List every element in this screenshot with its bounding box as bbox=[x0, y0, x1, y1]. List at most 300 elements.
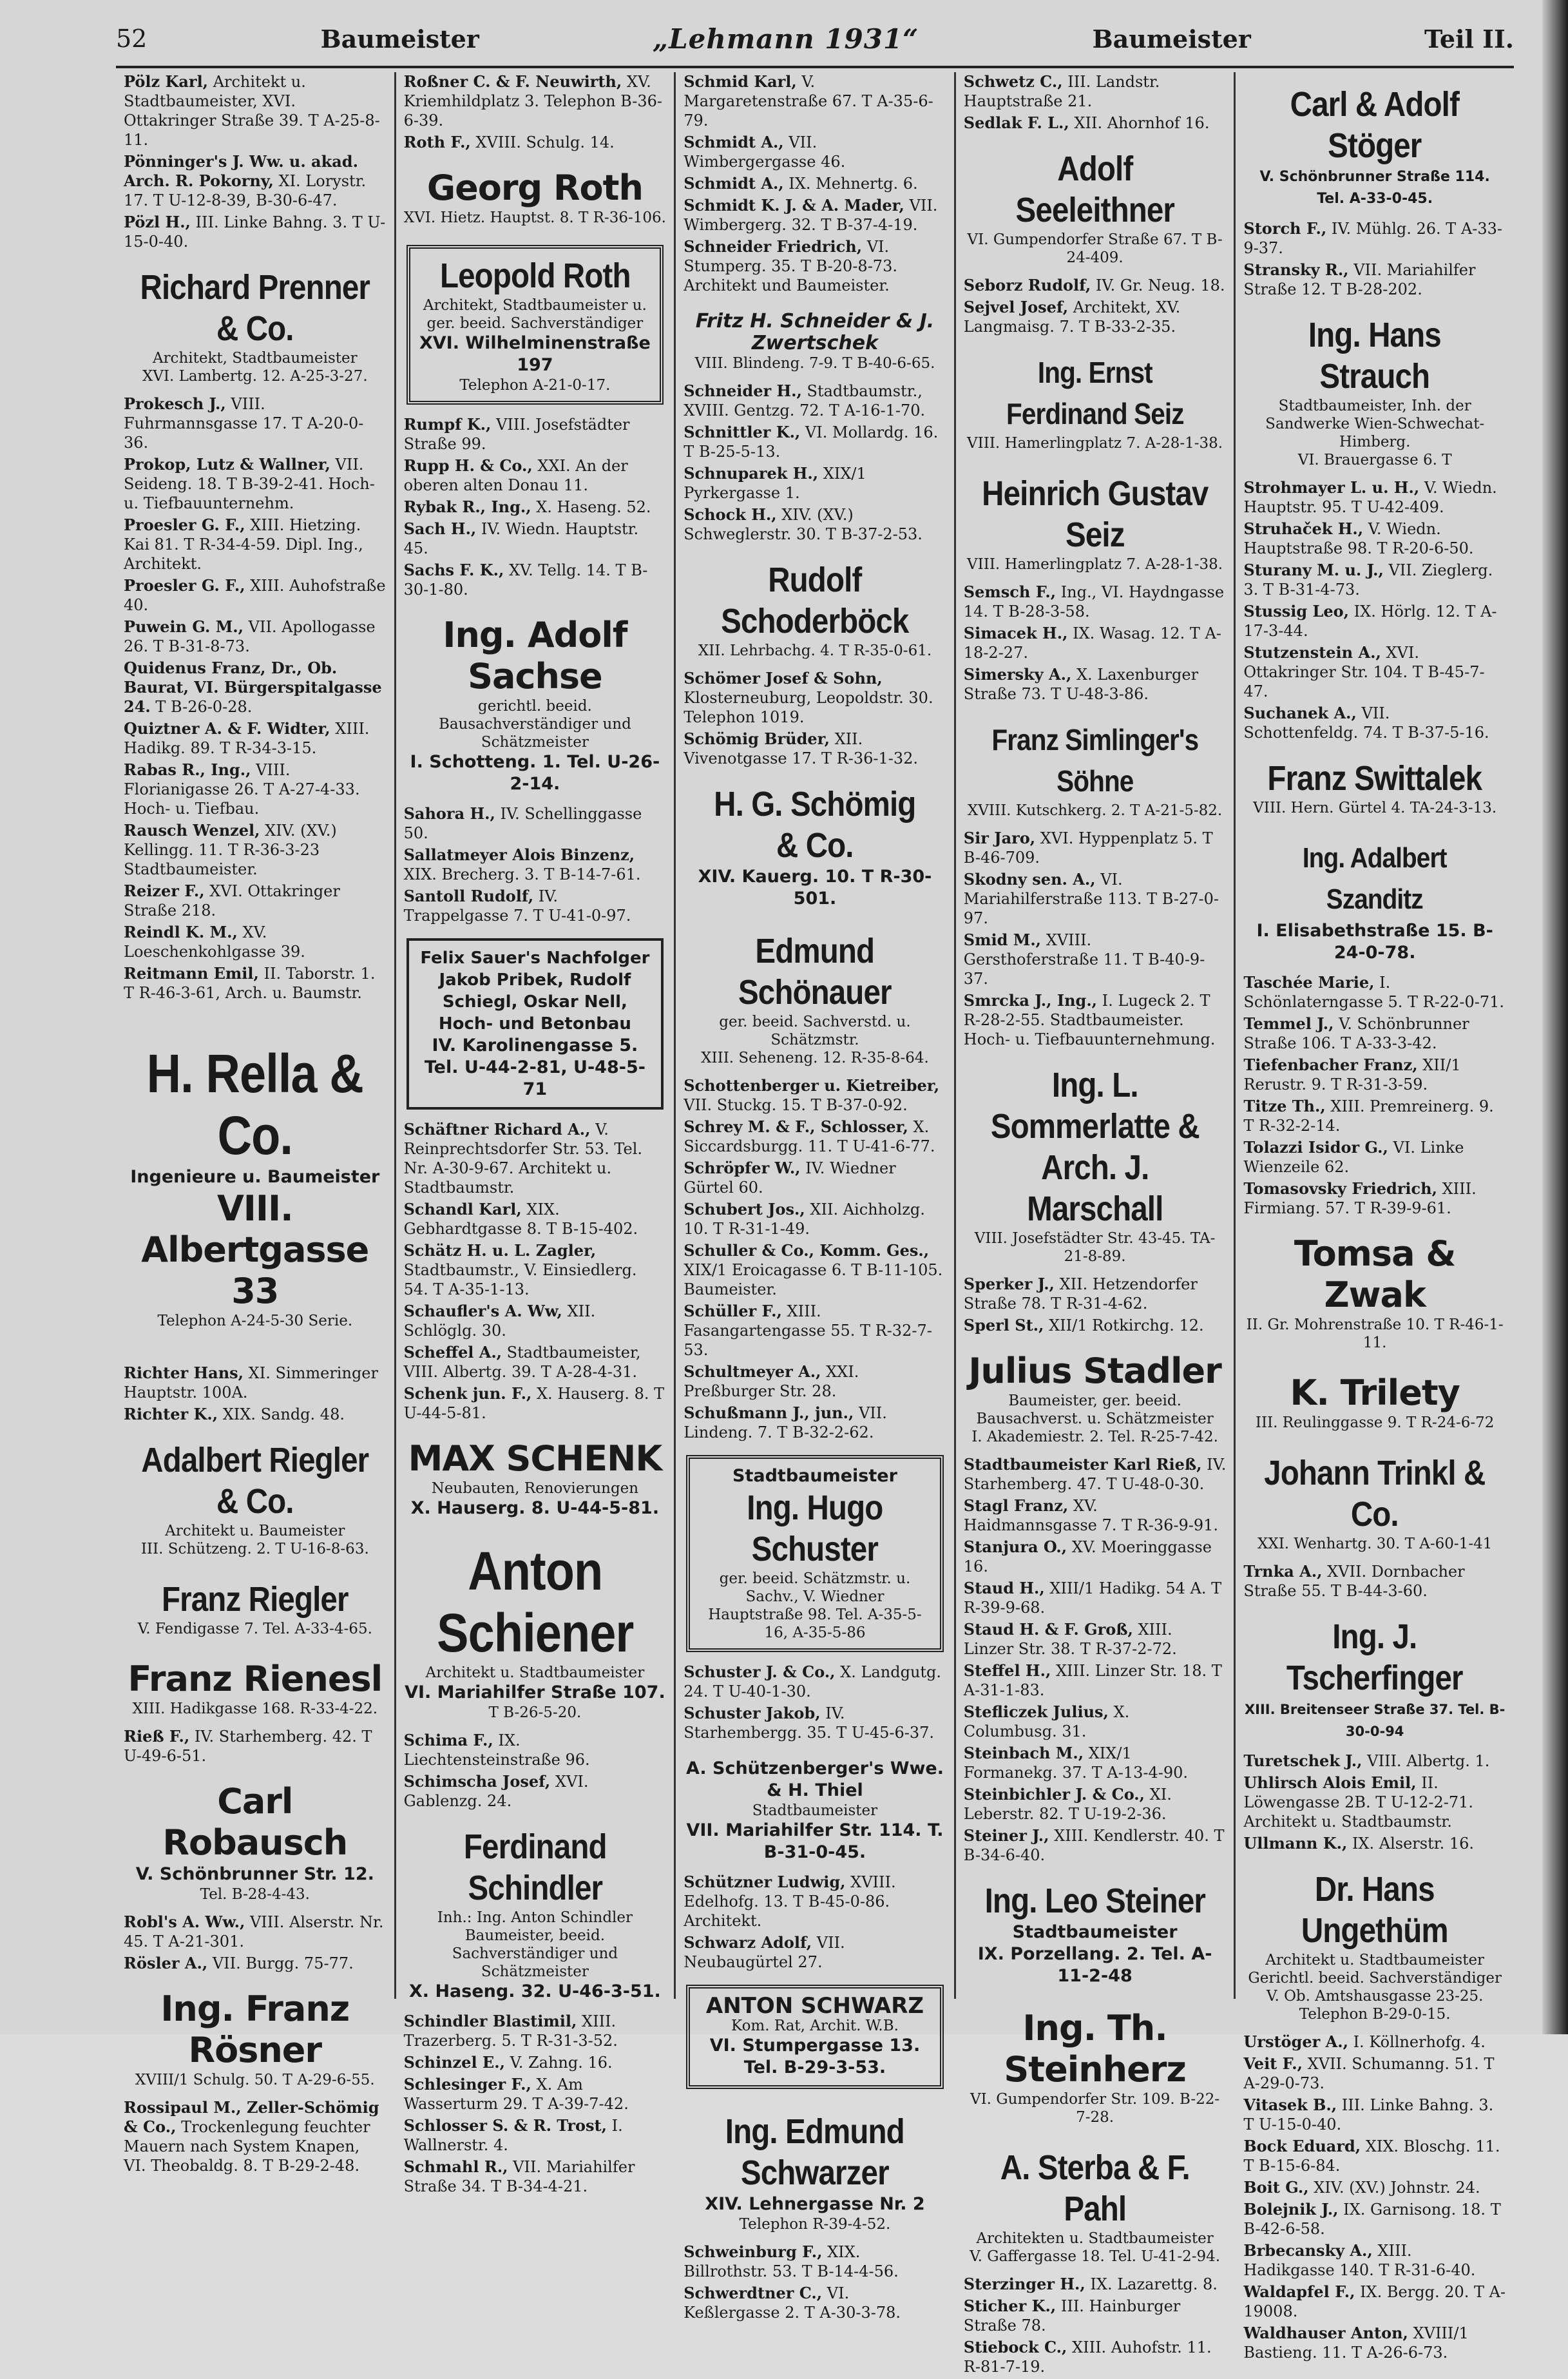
listing-details: XIX/1 Formanekg. 37. T A-13-4-90. bbox=[963, 1744, 1189, 1782]
listing-details: XIII. Firmiang. 57. T R-39-9-61. bbox=[1243, 1180, 1477, 1217]
listing-name: Schömig Brüder, bbox=[684, 729, 830, 748]
listing-entry bbox=[1243, 1834, 1506, 1853]
listing-details: X. Am Wasserturm 29. T A-39-7-42. bbox=[403, 2076, 629, 2113]
listing-group bbox=[404, 804, 667, 928]
ad-schoenauer bbox=[684, 930, 946, 1067]
listing-details: X. Hauserg. 8. T U-44-5-81. bbox=[403, 1385, 665, 1422]
listing-entry bbox=[684, 72, 946, 130]
ad-addr: VIII. Hern. Gürtel 4. TA-24-3-13. bbox=[1253, 800, 1497, 816]
listing-details: III. Linke Bahng. 3. T U-15-0-40. bbox=[124, 213, 386, 251]
ad-title: Franz Simlinger's Söhne bbox=[991, 723, 1198, 798]
ad-roesner bbox=[124, 1989, 387, 2089]
listing-details: XV. Moeringgasse 16. bbox=[963, 1538, 1212, 1575]
listing-details: IX. Hörlg. 12. T A-17-3-44. bbox=[1243, 602, 1497, 640]
listing-name: Schuster Jakob, bbox=[684, 1704, 821, 1722]
listing-entry bbox=[684, 505, 946, 544]
ad-title: A. Sterba & F. Pahl bbox=[1000, 2148, 1190, 2228]
listing-entry bbox=[964, 2275, 1227, 2294]
listing-entry bbox=[1243, 602, 1506, 640]
listing-name: Sach H., bbox=[403, 519, 477, 538]
ad-addr: XXI. Wenhartg. 30. T A-60-1-41 bbox=[1257, 1536, 1493, 1552]
listing-entry bbox=[124, 455, 387, 513]
ad-franz-riegler bbox=[124, 1579, 387, 1638]
listing-details: VI. Mollardg. 16. T B-25-5-13. bbox=[684, 423, 939, 461]
listing-entry bbox=[1243, 1179, 1506, 1218]
ad-sub: Architekt, Stadtbaumeister u. ger. beeid. Sachverständiger bbox=[423, 297, 647, 332]
listing-name: Brbecansky A., bbox=[1243, 2241, 1373, 2260]
ad-title: Carl Robausch bbox=[162, 1781, 348, 1863]
ad-addr: I. Akademiestr. 2. Tel. R-25-7-42. bbox=[971, 1429, 1218, 1445]
listing-name: Puwein G. M., bbox=[124, 617, 244, 636]
ad-addr: X. Hauserg. 8. U-44-5-81. bbox=[410, 1498, 660, 1518]
listing-details: Stadtbaumeister, VIII. Albertg. 39. T A-28-4-31. bbox=[403, 1344, 641, 1381]
ad-tel: T B-26-5-20. bbox=[488, 1704, 582, 1721]
listing-entry bbox=[964, 2297, 1227, 2335]
listing-details: XV. Kriemhildplatz 3. Telephon B-36-6-39. bbox=[403, 73, 663, 130]
listing-entry bbox=[1243, 1055, 1506, 1094]
listing-name: Scheffel A., bbox=[403, 1343, 502, 1362]
listing-details: XVI. Ottakringer Str. 104. T B-45-7-47. bbox=[1243, 644, 1485, 700]
ad-tel: Telephon R-39-4-52. bbox=[739, 2216, 891, 2233]
listing-entry bbox=[1243, 1562, 1506, 1601]
listing-details: VII. Seideng. 18. T B-39-2-41. Hoch- u. Tiefbauunternehm. bbox=[124, 456, 375, 512]
listing-details: V. Margaretenstraße 67. T A-35-6-79. bbox=[684, 73, 933, 130]
listing-details: X. Laxenburger Straße 73. T U-48-3-86. bbox=[963, 666, 1199, 703]
listing-group bbox=[964, 72, 1227, 135]
listing-details: XI. Simmeringer Hauptstr. 100A. bbox=[124, 1364, 378, 1401]
listing-name: Schmid Karl, bbox=[684, 72, 797, 91]
ad-addr: VIII. Blindeng. 7-9. T B-40-6-65. bbox=[694, 355, 935, 372]
listing-details: XII/1 Rotkirchg. 12. bbox=[1049, 1316, 1204, 1334]
listing-entry bbox=[684, 1302, 946, 1360]
ad-addr: IV. Karolinengasse 5. bbox=[432, 1035, 638, 1055]
listing-group bbox=[404, 1120, 667, 1425]
ad-addr: VIII. Hamerlingplatz 7. A-28-1-38. bbox=[967, 435, 1223, 452]
column-2 bbox=[396, 72, 676, 2195]
listing-details: XV. Haidmannsgasse 7. T R-36-9-91. bbox=[963, 1497, 1219, 1534]
listing-entry bbox=[964, 583, 1227, 621]
listing-name: Tolazzi Isidor G., bbox=[1243, 1138, 1388, 1157]
listing-name: Quiztner A. & F. Widter, bbox=[124, 719, 330, 738]
listing-group bbox=[964, 829, 1227, 1052]
listing-name: Schuller & Co., Komm. Ges., bbox=[684, 1241, 930, 1260]
listing-entry bbox=[1243, 2178, 1506, 2197]
ad-title: Felix Sauer's Nachfolger Jakob Pribek, Rudolf Schiegl, Oskar Nell, Hoch- und Betonbau bbox=[420, 949, 650, 1034]
listing-group bbox=[124, 72, 387, 254]
ad-hugo-schuster bbox=[686, 1455, 944, 1652]
listing-details: III. Landstr. Hauptstraße 21. bbox=[963, 73, 1160, 110]
listing-name: Sejvel Josef, bbox=[963, 298, 1069, 316]
ad-seeleithner bbox=[964, 148, 1227, 267]
ad-sauer bbox=[406, 938, 664, 1110]
ad-addr: V. Schönbrunner Str. 12. bbox=[135, 1864, 374, 1884]
ad-title: Ing. J. Tscherfinger bbox=[1286, 1617, 1464, 1697]
ad-addr: V. Ob. Amtshausgasse 23-25. bbox=[1266, 1988, 1484, 2005]
listing-details: XIX. Gebhardtgasse 8. T B-15-402. bbox=[403, 1200, 638, 1238]
listing-name: Proesler G. F., bbox=[124, 576, 245, 595]
listing-name: Prokop, Lutz & Wallner, bbox=[124, 455, 330, 474]
listing-entry bbox=[964, 870, 1227, 928]
listing-name: Schimscha Josef, bbox=[403, 1772, 551, 1791]
listing-details: Architekt, XV. Langmaisg. 7. T B-33-2-35. bbox=[963, 298, 1181, 336]
ad-sub: Stadtbaumeister bbox=[752, 1802, 878, 1819]
listing-name: Staud H., bbox=[963, 1579, 1045, 1597]
listing-name: Schweinburg F., bbox=[684, 2242, 823, 2261]
listing-group bbox=[964, 2275, 1227, 2379]
listing-name: Prokesch J., bbox=[124, 394, 226, 413]
listing-details: XVIII/1 Bastieng. 11. T A-26-6-73. bbox=[1243, 2324, 1469, 2362]
ad-addr: VI. Gumpendorfer Str. 109. B-22-7-28. bbox=[970, 2091, 1220, 2126]
listing-details: XIII. Hietzing. Kai 81. T R-34-4-59. Dipl. Ing., Architekt. bbox=[124, 516, 363, 573]
ad-title: MAX SCHENK bbox=[408, 1438, 662, 1479]
ad-schoemig bbox=[684, 784, 946, 910]
ad-tomsa bbox=[1243, 1233, 1506, 1352]
listing-name: Schnittler K., bbox=[684, 423, 801, 441]
listing-group bbox=[684, 1076, 946, 1445]
ad-title: Ing. Th. Steinherz bbox=[1004, 2008, 1186, 2090]
listing-name: Schmahl R., bbox=[403, 2157, 508, 2176]
ad-title: Tomsa & Zwak bbox=[1294, 1233, 1456, 1315]
ad-title: H. Rella & Co. bbox=[146, 1043, 363, 1166]
listing-name: Schmidt A., bbox=[684, 133, 784, 151]
listing-details: X. Columbusg. 31. bbox=[963, 1703, 1130, 1740]
ad-schneider-fritz bbox=[684, 311, 946, 372]
listing-entry bbox=[964, 1826, 1227, 1865]
ad-addr: VII. Mariahilfer Str. 114. T. B-31-0-45. bbox=[686, 1820, 944, 1862]
header-left-title: Baumeister bbox=[320, 24, 479, 53]
ad-title: Anton Schiener bbox=[436, 1541, 633, 1663]
listing-name: Reitmann Emil, bbox=[124, 964, 259, 983]
listing-name: Sedlak F. L., bbox=[963, 113, 1069, 132]
listing-details: XIX. Billrothstr. 53. T B-14-4-56. bbox=[684, 2243, 899, 2280]
listing-name: Schwarz Adolf, bbox=[684, 1933, 812, 1952]
header-center-title: „Lehmann 1931“ bbox=[652, 23, 919, 55]
ad-addr: XIV. Kauerg. 10. T R-30-501. bbox=[698, 867, 932, 909]
listing-entry bbox=[404, 1343, 667, 1382]
listing-details: Architekt u. Stadtbaumeister, XVI. Ottakringer Straße 39. T A-25-8-11. bbox=[124, 73, 380, 149]
listing-entry bbox=[1243, 2282, 1506, 2321]
listing-details: T B-26-0-28. bbox=[155, 698, 253, 716]
listing-entry bbox=[404, 456, 667, 495]
header-right-title: Baumeister bbox=[1092, 24, 1251, 53]
listing-entry bbox=[1243, 973, 1506, 1012]
listing-entry bbox=[404, 415, 667, 454]
ad-szanditz bbox=[1243, 838, 1506, 964]
listing-name: Schinzel E., bbox=[403, 2053, 505, 2072]
listing-entry bbox=[124, 515, 387, 573]
listing-details: VI. Mariahilferstraße 113. T B-27-0-97. bbox=[963, 871, 1219, 927]
listing-entry bbox=[1243, 704, 1506, 742]
listing-entry bbox=[124, 1405, 387, 1424]
listing-details: I. Köllnerhofg. 4. bbox=[1353, 2033, 1486, 2051]
ad-addr: XVI. Lambertg. 12. A-25-3-27. bbox=[142, 368, 368, 385]
listing-name: Taschée Marie, bbox=[1243, 973, 1375, 992]
ad-title: Ing. Leo Steiner bbox=[984, 1882, 1205, 1920]
listing-name: Rupp H. & Co., bbox=[403, 456, 533, 475]
ad-title: Ing. Adalbert Szanditz bbox=[1303, 842, 1448, 915]
listing-name: Stadtbaumeister Karl Rieß, bbox=[963, 1455, 1202, 1474]
listing-name: Urstöger A., bbox=[1243, 2032, 1348, 2051]
ad-addr: ger. beeid. Schätzmstr. u. Sachv., V. Wiedner Hauptstraße 98. Tel. A-35-5-16, A-35-5-86 bbox=[708, 1570, 922, 1641]
listing-details: XXI. An der oberen alten Donau 11. bbox=[403, 457, 628, 494]
listing-details: VII. Mariahilfer Straße 12. T B-28-202. bbox=[1243, 261, 1476, 298]
listing-entry bbox=[124, 1912, 387, 1951]
listing-group bbox=[124, 1912, 387, 1976]
header-rule bbox=[116, 66, 1514, 68]
ad-anton-schwarz bbox=[686, 1985, 944, 2089]
listing-name: Schlesinger F., bbox=[403, 2075, 531, 2094]
ad-sub: Kom. Rat, Archit. W.B. bbox=[731, 2018, 899, 2034]
listing-entry bbox=[404, 1731, 667, 1769]
listing-entry bbox=[1243, 2324, 1506, 2362]
ad-title: Carl & Adolf Stöger bbox=[1290, 85, 1460, 165]
ad-sub: Architekt, Stadtbaumeister bbox=[152, 350, 358, 367]
listing-name: Simacek H., bbox=[963, 624, 1068, 642]
ad-addr: IX. Porzellang. 2. Tel. A-11-2-48 bbox=[977, 1944, 1212, 1986]
listing-details: XIII. Linzer Str. 38. T R-37-2-72. bbox=[963, 1621, 1177, 1658]
ad-schuetzenberger bbox=[684, 1758, 946, 1864]
listing-name: Smid M., bbox=[963, 930, 1042, 949]
listing-details: VII. Neubaugürtel 27. bbox=[684, 1934, 845, 1971]
ad-sub: Stadtbaumeister, Inh. der Sandwerke Wien-Schwechat-Himberg. bbox=[1265, 398, 1485, 450]
listing-entry bbox=[124, 881, 387, 920]
listing-group bbox=[1243, 1751, 1506, 1856]
ad-title: Ferdinand Schindler bbox=[463, 1827, 607, 1907]
listing-entry bbox=[124, 152, 387, 210]
listing-name: Bolejnik J., bbox=[1243, 2200, 1339, 2219]
ad-title: Julius Stadler bbox=[968, 1351, 1221, 1391]
listing-name: Boit G., bbox=[1243, 2178, 1309, 2197]
listing-name: Semsch F., bbox=[963, 583, 1056, 601]
listing-name: Schandl Karl, bbox=[403, 1200, 522, 1218]
listing-entry bbox=[124, 1363, 387, 1402]
ad-title: Ing. Franz Rösner bbox=[160, 1989, 350, 2070]
listing-name: Schima F., bbox=[403, 1731, 493, 1749]
listing-entry bbox=[1243, 1138, 1506, 1177]
listing-name: Sperl St., bbox=[963, 1316, 1044, 1334]
listing-name: Sperker J., bbox=[963, 1275, 1055, 1293]
listing-group bbox=[124, 394, 387, 1005]
listing-entry bbox=[124, 394, 387, 452]
ad-title: Franz Rienesl bbox=[128, 1659, 383, 1699]
listing-group bbox=[964, 583, 1227, 706]
listing-name: Sir Jaro, bbox=[963, 829, 1036, 847]
listing-name: Schäftner Richard A., bbox=[403, 1120, 591, 1139]
listing-details: IX. Mehnertg. 6. bbox=[789, 175, 918, 193]
listing-entry bbox=[404, 1772, 667, 1811]
listing-details: XI. Leberstr. 82. T U-19-2-36. bbox=[963, 1786, 1172, 1823]
listing-entry bbox=[684, 2284, 946, 2322]
listing-details: Klosterneuburg, Leopoldstr. 30. Telephon 1019. bbox=[684, 689, 933, 726]
column-1 bbox=[116, 72, 396, 2175]
ad-title: Richard Prenner & Co. bbox=[140, 268, 370, 348]
listing-details: IV. Trappelgasse 7. T U-41-0-97. bbox=[403, 887, 631, 925]
listing-entry bbox=[404, 2116, 667, 2155]
listing-group bbox=[124, 1363, 387, 1427]
listing-entry bbox=[404, 1120, 667, 1197]
ad-title: K. Trilety bbox=[1290, 1372, 1460, 1413]
listing-group bbox=[124, 2098, 387, 2178]
ad-strauch bbox=[1243, 314, 1506, 469]
listing-entry bbox=[964, 930, 1227, 988]
listing-name: Pönninger's J. Ww. u. akad. Arch. R. Pokorny, bbox=[124, 152, 358, 190]
listing-details: Stadtbaumstr., XVIII. Gentzg. 72. T A-16-1-70. bbox=[684, 382, 926, 419]
listing-entry bbox=[1243, 478, 1506, 517]
listing-details: VIII. Fuhrmannsgasse 17. T A-20-0-36. bbox=[124, 395, 364, 452]
listing-entry bbox=[404, 1302, 667, 1340]
listing-name: Rossipaul M., Zeller-Schömig & Co., bbox=[124, 2098, 379, 2136]
listing-details: X. Landgutg. 24. T U-40-1-30. bbox=[684, 1663, 942, 1700]
ad-title: Ing. Hugo Schuster bbox=[747, 1488, 883, 1568]
listing-details: VII. Wimbergergasse 46. bbox=[684, 133, 846, 171]
ad-sachse bbox=[404, 615, 667, 795]
listing-details: IV. Mühlg. 26. T A-33-9-37. bbox=[1243, 220, 1503, 257]
listing-details: XIII. Trazerberg. 5. T R-31-3-52. bbox=[403, 2012, 618, 2050]
listing-entry bbox=[404, 845, 667, 884]
column-5 bbox=[1236, 72, 1514, 2362]
listing-entry bbox=[684, 2242, 946, 2281]
columns bbox=[116, 72, 1514, 2376]
listing-details: VIII. Josefstädter Straße 99. bbox=[403, 416, 630, 453]
listing-entry bbox=[1243, 2137, 1506, 2175]
listing-details: XXI. Preßburger Str. 28. bbox=[684, 1363, 859, 1400]
listing-name: Stransky R., bbox=[1243, 260, 1349, 279]
listing-entry bbox=[684, 1873, 946, 1931]
listing-details: XIX. Bloschg. 11. T B-15-6-84. bbox=[1243, 2137, 1500, 2175]
listing-details: XVII. Dornbacher Straße 55. T B-44-3-60. bbox=[1243, 1563, 1465, 1600]
ad-title: Georg Roth bbox=[426, 168, 643, 208]
ad-sub: gerichtl. beeid. Bausachverständiger und Schätzmeister bbox=[438, 698, 631, 751]
listing-entry bbox=[124, 760, 387, 818]
listing-name: Pölz Karl, bbox=[124, 72, 209, 91]
listing-entry bbox=[964, 1455, 1227, 1494]
column-4 bbox=[956, 72, 1236, 2376]
listing-details: XII. Aichholzg. 10. T R-31-1-49. bbox=[684, 1200, 925, 1238]
listing-entry bbox=[1243, 1014, 1506, 1053]
ad-title: A. Schützenberger's Wwe. & H. Thiel bbox=[685, 1758, 944, 1800]
listing-entry bbox=[684, 464, 946, 503]
listing-details: X. Siccardsburgg. 11. T U-41-6-77. bbox=[684, 1118, 935, 1155]
listing-details: XIII. Hadikgasse 140. T R-31-6-40. bbox=[1243, 2242, 1476, 2279]
listing-entry bbox=[1243, 2054, 1506, 2093]
listing-name: Schneider H., bbox=[684, 381, 802, 400]
listing-name: Roth F., bbox=[403, 133, 471, 151]
listing-group bbox=[684, 1873, 946, 1974]
listing-name: Schätz H. u. L. Zagler, bbox=[403, 1241, 597, 1260]
listing-details: III. Linke Bahng. 3. T U-15-0-40. bbox=[1243, 2096, 1494, 2133]
listing-name: Rybak R., Ing., bbox=[403, 497, 531, 516]
listing-details: IV. Starhembergg. 35. T U-45-6-37. bbox=[684, 1704, 935, 1742]
listing-name: Waldapfel F., bbox=[1243, 2282, 1355, 2301]
listing-entry bbox=[684, 1241, 946, 1299]
listing-details: IX. Liechtensteinstraße 96. bbox=[403, 1731, 590, 1769]
ad-title: Edmund Schönauer bbox=[738, 932, 892, 1012]
ad-addr: XVIII. Kutschkerg. 2. T A-21-5-82. bbox=[967, 802, 1223, 819]
listing-group bbox=[1243, 1562, 1506, 1603]
listing-entry bbox=[684, 1662, 946, 1701]
ad-title: Rudolf Schoderböck bbox=[721, 561, 909, 640]
page-number: 52 bbox=[116, 24, 148, 53]
listing-details: XII. Ahornhof 16. bbox=[1074, 114, 1210, 132]
ad-addr: XIII. Hadikgasse 168. R-33-4-22. bbox=[132, 1700, 378, 1717]
listing-details: IV. Wiedner Gürtel 60. bbox=[684, 1159, 896, 1197]
ad-sub: Architekt u. Stadtbaumeister bbox=[425, 1664, 645, 1681]
listing-name: Uhlirsch Alois Emil, bbox=[1243, 1773, 1417, 1792]
ad-tel: Telephon A-21-0-17. bbox=[459, 377, 611, 394]
listing-details: II. Taborstr. 1. T R-46-3-61, Arch. u. Baumstr. bbox=[124, 965, 376, 1002]
listing-entry bbox=[1243, 260, 1506, 299]
listing-entry bbox=[1243, 1751, 1506, 1771]
listing-group bbox=[964, 276, 1227, 339]
ad-addr: VI. Brauergasse 6. T bbox=[1297, 452, 1452, 468]
ad-georg-roth bbox=[404, 168, 667, 227]
listing-entry bbox=[404, 2075, 667, 2114]
listing-name: Steinbach M., bbox=[963, 1744, 1084, 1762]
listing-entry bbox=[684, 381, 946, 420]
listing-details: VII. Lindeng. 7. T B-32-2-62. bbox=[684, 1404, 887, 1441]
listing-entry bbox=[124, 576, 387, 615]
listing-entry bbox=[964, 1537, 1227, 1576]
listing-details: III. Hainburger Straße 78. bbox=[963, 2297, 1181, 2335]
ad-tel: Tel. B-28-4-43. bbox=[200, 1886, 310, 1903]
listing-group bbox=[684, 2242, 946, 2325]
page-header bbox=[116, 19, 1514, 58]
listing-name: Simersky A., bbox=[963, 665, 1072, 684]
ad-schiener bbox=[404, 1540, 667, 1722]
listing-entry bbox=[964, 665, 1227, 704]
listing-name: Bock Eduard, bbox=[1243, 2137, 1361, 2155]
listing-details: XIII. Auhofstr. 11. R-81-7-19. bbox=[963, 2338, 1212, 2376]
ad-title: Dr. Hans Ungethüm bbox=[1301, 1870, 1449, 1950]
ad-addr: V. Schönbrunner Straße 114. Tel. A-33-0-45. bbox=[1259, 169, 1490, 207]
listing-name: Schröpfer W., bbox=[684, 1159, 801, 1177]
listing-name: Rumpf K., bbox=[403, 415, 492, 434]
listing-details: VII. Stuckg. 15. T B-37-0-92. bbox=[684, 1096, 908, 1114]
ad-addr: XVI. Hietz. Hauptst. 8. T R-36-106. bbox=[403, 209, 666, 226]
listing-entry bbox=[684, 1403, 946, 1442]
listing-details: XIII. Hadikg. 89. T R-34-3-15. bbox=[124, 720, 370, 757]
listing-details: VIII. Albertg. 1. bbox=[1367, 1752, 1490, 1770]
ad-title: ANTON SCHWARZ bbox=[705, 1993, 924, 2019]
listing-entry bbox=[684, 133, 946, 171]
listing-name: Strohmayer L. u. H., bbox=[1243, 478, 1420, 497]
listing-entry bbox=[684, 174, 946, 193]
listing-entry bbox=[964, 1316, 1227, 1335]
listing-details: XVIII. Gersthoferstraße 11. T B-40-9-37. bbox=[963, 931, 1205, 988]
listing-group bbox=[964, 1275, 1227, 1338]
ad-addr: VI. Stumpergasse 13. Tel. B-29-3-53. bbox=[709, 2036, 921, 2077]
listing-group bbox=[1243, 478, 1506, 745]
listing-name: Sahora H., bbox=[403, 804, 495, 823]
listing-entry bbox=[1243, 2032, 1506, 2052]
listing-details: XVIII. Edelhofg. 13. T B-45-0-86. Architekt. bbox=[684, 1873, 896, 1930]
listing-name: Schützner Ludwig, bbox=[684, 1873, 846, 1891]
ad-rella bbox=[124, 1043, 387, 1330]
listing-details: XV. Loeschenkohlgasse 39. bbox=[124, 923, 305, 961]
ad-brenner bbox=[124, 267, 387, 385]
listing-name: Storch F., bbox=[1243, 219, 1327, 238]
listing-entry bbox=[124, 1954, 387, 1973]
listing-name: Sticher K., bbox=[963, 2297, 1056, 2315]
ad-sub: ger. beeid. Sachverstd. u. Schätzmstr. bbox=[719, 1014, 911, 1048]
listing-entry bbox=[964, 624, 1227, 662]
listing-name: Sterzinger H., bbox=[963, 2275, 1085, 2293]
listing-details: XVI. Hyppenplatz 5. T B-46-709. bbox=[963, 829, 1213, 867]
listing-entry bbox=[1243, 219, 1506, 258]
listing-name: Stefliczek Julius, bbox=[963, 1702, 1109, 1721]
listing-entry bbox=[1243, 643, 1506, 701]
listing-entry bbox=[964, 1785, 1227, 1824]
